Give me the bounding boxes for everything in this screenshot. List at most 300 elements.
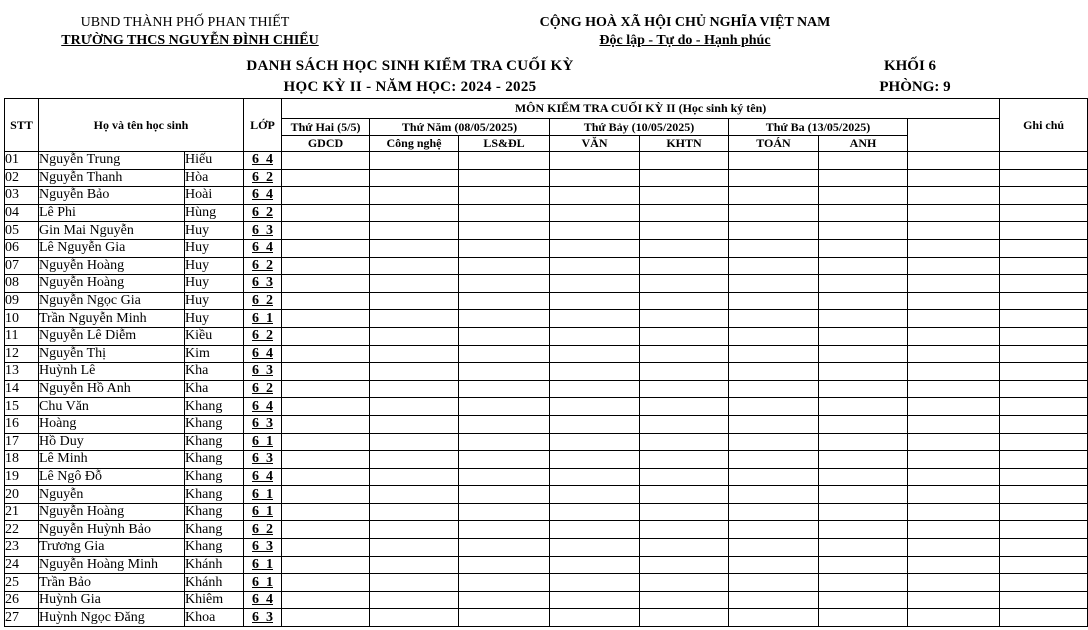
signature-cell[interactable] (908, 239, 1000, 257)
signature-cell[interactable] (819, 257, 908, 275)
table-row (5, 310, 1088, 328)
signature-cell[interactable] (729, 574, 819, 592)
signature-cell[interactable] (908, 310, 1000, 328)
row-stt: 10 (5, 310, 39, 328)
signature-cell[interactable] (819, 363, 908, 381)
student-class: 6_2 (244, 292, 282, 310)
signature-cell[interactable] (640, 591, 729, 609)
row-stt: 04 (5, 204, 39, 222)
signature-cell[interactable] (459, 451, 550, 469)
signature-cell[interactable] (370, 363, 459, 381)
signature-cell[interactable] (819, 327, 908, 345)
signature-cell[interactable] (370, 292, 459, 310)
notes-cell[interactable] (1000, 257, 1088, 275)
student-class: 6_2 (244, 521, 282, 539)
signature-cell[interactable] (640, 521, 729, 539)
signature-cell[interactable] (640, 556, 729, 574)
signature-cell[interactable] (640, 415, 729, 433)
student-first-name: Nguyễn Huỳnh Bảo (39, 521, 185, 539)
signature-cell[interactable] (459, 503, 550, 521)
signature-cell[interactable] (370, 415, 459, 433)
signature-cell[interactable] (819, 222, 908, 240)
national-title: CỘNG HOÀ XÃ HỘI CHỦ NGHĨA VIỆT NAM (539, 15, 831, 30)
signature-cell[interactable] (459, 257, 550, 275)
signature-cell[interactable] (282, 451, 370, 469)
signature-cell[interactable] (819, 486, 908, 504)
signature-cell[interactable] (640, 152, 729, 170)
row-stt: 05 (5, 222, 39, 240)
day-saturday: Thứ Bảy (10/05/2025) (550, 119, 729, 136)
signature-cell[interactable] (908, 468, 1000, 486)
signature-cell[interactable] (282, 222, 370, 240)
student-class: 6_3 (244, 275, 282, 293)
signature-cell[interactable] (908, 521, 1000, 539)
student-last-name: Huy (185, 257, 244, 275)
signature-cell[interactable] (729, 275, 819, 293)
signature-cell[interactable] (550, 503, 640, 521)
signature-cell[interactable] (640, 169, 729, 187)
signature-cell[interactable] (819, 556, 908, 574)
student-class: 6_4 (244, 239, 282, 257)
signature-cell[interactable] (729, 398, 819, 416)
signature-cell[interactable] (459, 556, 550, 574)
signature-cell[interactable] (550, 327, 640, 345)
student-first-name: Trần Bảo (39, 574, 185, 592)
signature-cell[interactable] (819, 275, 908, 293)
signature-cell[interactable] (370, 451, 459, 469)
signature-cell[interactable] (550, 609, 640, 627)
signature-cell[interactable] (729, 310, 819, 328)
signature-cell[interactable] (459, 239, 550, 257)
signature-cell[interactable] (550, 451, 640, 469)
signature-cell[interactable] (640, 363, 729, 381)
table-row (5, 187, 1088, 205)
signature-cell[interactable] (908, 503, 1000, 521)
signature-cell[interactable] (459, 363, 550, 381)
signature-cell[interactable] (729, 486, 819, 504)
signature-cell[interactable] (370, 169, 459, 187)
signature-cell[interactable] (640, 275, 729, 293)
notes-cell[interactable] (1000, 239, 1088, 257)
signature-cell[interactable] (550, 292, 640, 310)
notes-cell[interactable] (1000, 152, 1088, 170)
signature-cell[interactable] (370, 327, 459, 345)
row-stt: 01 (5, 152, 39, 170)
signature-cell[interactable] (550, 486, 640, 504)
signature-cell[interactable] (819, 574, 908, 592)
signature-cell[interactable] (282, 152, 370, 170)
signature-cell[interactable] (729, 609, 819, 627)
signature-cell[interactable] (550, 539, 640, 557)
signature-cell[interactable] (282, 257, 370, 275)
signature-cell[interactable] (370, 468, 459, 486)
row-stt: 25 (5, 574, 39, 592)
signature-cell[interactable] (640, 239, 729, 257)
notes-cell[interactable] (1000, 292, 1088, 310)
notes-cell[interactable] (1000, 486, 1088, 504)
student-first-name: Nguyễn Thị (39, 345, 185, 363)
signature-cell[interactable] (729, 521, 819, 539)
student-last-name: Khang (185, 451, 244, 469)
signature-cell[interactable] (370, 239, 459, 257)
signature-cell[interactable] (282, 609, 370, 627)
signature-cell[interactable] (908, 345, 1000, 363)
notes-cell[interactable] (1000, 187, 1088, 205)
signature-cell[interactable] (908, 152, 1000, 170)
signature-cell[interactable] (282, 503, 370, 521)
signature-cell[interactable] (819, 609, 908, 627)
signature-cell[interactable] (459, 345, 550, 363)
document-subtitle: HỌC KỲ II - NĂM HỌC: 2024 - 2025 (283, 79, 537, 95)
signature-cell[interactable] (282, 169, 370, 187)
student-class: 6_4 (244, 152, 282, 170)
signature-cell[interactable] (729, 503, 819, 521)
signature-cell[interactable] (908, 380, 1000, 398)
signature-cell[interactable] (640, 451, 729, 469)
signature-cell[interactable] (459, 380, 550, 398)
header-stt: STT (5, 99, 39, 152)
signature-cell[interactable] (729, 169, 819, 187)
signature-cell[interactable] (282, 468, 370, 486)
signature-cell[interactable] (908, 591, 1000, 609)
signature-cell[interactable] (459, 591, 550, 609)
signature-cell[interactable] (819, 398, 908, 416)
table-row (5, 204, 1088, 222)
signature-cell[interactable] (459, 468, 550, 486)
signature-cell[interactable] (729, 363, 819, 381)
signature-cell[interactable] (370, 204, 459, 222)
signature-cell[interactable] (640, 187, 729, 205)
notes-cell[interactable] (1000, 275, 1088, 293)
signature-cell[interactable] (640, 433, 729, 451)
signature-cell[interactable] (459, 415, 550, 433)
signature-cell[interactable] (282, 187, 370, 205)
signature-cell[interactable] (729, 345, 819, 363)
signature-cell[interactable] (729, 556, 819, 574)
signature-cell[interactable] (908, 486, 1000, 504)
signature-cell[interactable] (282, 310, 370, 328)
signature-cell[interactable] (370, 556, 459, 574)
row-stt: 16 (5, 415, 39, 433)
signature-cell[interactable] (550, 152, 640, 170)
signature-cell[interactable] (908, 609, 1000, 627)
signature-cell[interactable] (370, 521, 459, 539)
signature-cell[interactable] (908, 451, 1000, 469)
signature-cell[interactable] (819, 292, 908, 310)
signature-cell[interactable] (282, 574, 370, 592)
notes-cell[interactable] (1000, 521, 1088, 539)
signature-cell[interactable] (550, 187, 640, 205)
signature-cell[interactable] (282, 327, 370, 345)
signature-cell[interactable] (908, 327, 1000, 345)
signature-cell[interactable] (282, 239, 370, 257)
signature-cell[interactable] (729, 152, 819, 170)
signature-cell[interactable] (640, 503, 729, 521)
school-name-text: TRƯỜNG THCS NGUYỄN ĐÌNH CHIỂU (61, 33, 319, 48)
student-first-name: Chu Văn (39, 398, 185, 416)
notes-cell[interactable] (1000, 222, 1088, 240)
signature-cell[interactable] (640, 222, 729, 240)
signature-cell[interactable] (459, 222, 550, 240)
table-row (5, 486, 1088, 504)
subject-van: VĂN (550, 136, 640, 152)
signature-cell[interactable] (819, 239, 908, 257)
signature-cell[interactable] (819, 433, 908, 451)
notes-cell[interactable] (1000, 398, 1088, 416)
signature-cell[interactable] (550, 521, 640, 539)
signature-cell[interactable] (729, 204, 819, 222)
signature-cell[interactable] (640, 574, 729, 592)
signature-cell[interactable] (459, 433, 550, 451)
signature-cell[interactable] (370, 310, 459, 328)
signature-cell[interactable] (370, 222, 459, 240)
signature-cell[interactable] (729, 239, 819, 257)
row-stt: 13 (5, 363, 39, 381)
student-first-name: Trần Nguyễn Minh (39, 310, 185, 328)
room-label: PHÒNG: 9 (879, 79, 951, 95)
signature-cell[interactable] (282, 380, 370, 398)
signature-cell[interactable] (282, 591, 370, 609)
signature-cell[interactable] (370, 257, 459, 275)
signature-cell[interactable] (459, 310, 550, 328)
signature-cell[interactable] (370, 152, 459, 170)
notes-cell[interactable] (1000, 468, 1088, 486)
signature-cell[interactable] (819, 310, 908, 328)
signature-cell[interactable] (459, 187, 550, 205)
notes-cell[interactable] (1000, 591, 1088, 609)
signature-cell[interactable] (550, 345, 640, 363)
signature-cell[interactable] (908, 433, 1000, 451)
signature-cell[interactable] (550, 204, 640, 222)
signature-cell[interactable] (459, 275, 550, 293)
signature-cell[interactable] (370, 345, 459, 363)
table-row (5, 345, 1088, 363)
signature-cell[interactable] (819, 187, 908, 205)
signature-cell[interactable] (550, 380, 640, 398)
row-stt: 26 (5, 591, 39, 609)
notes-cell[interactable] (1000, 574, 1088, 592)
signature-cell[interactable] (550, 169, 640, 187)
signature-cell[interactable] (908, 574, 1000, 592)
signature-cell[interactable] (550, 257, 640, 275)
signature-cell[interactable] (370, 591, 459, 609)
notes-cell[interactable] (1000, 556, 1088, 574)
signature-cell[interactable] (908, 398, 1000, 416)
notes-cell[interactable] (1000, 310, 1088, 328)
notes-cell[interactable] (1000, 327, 1088, 345)
signature-cell[interactable] (282, 204, 370, 222)
student-first-name: Nguyễn Hoàng (39, 275, 185, 293)
signature-cell[interactable] (282, 556, 370, 574)
signature-cell[interactable] (819, 415, 908, 433)
signature-cell[interactable] (550, 415, 640, 433)
signature-cell[interactable] (370, 275, 459, 293)
signature-cell[interactable] (282, 539, 370, 557)
signature-cell[interactable] (282, 433, 370, 451)
day-monday: Thứ Hai (5/5) (282, 119, 370, 136)
row-stt: 09 (5, 292, 39, 310)
signature-cell[interactable] (282, 486, 370, 504)
signature-cell[interactable] (819, 468, 908, 486)
signature-cell[interactable] (370, 187, 459, 205)
table-row (5, 363, 1088, 381)
signature-cell[interactable] (729, 187, 819, 205)
day-thursday: Thứ Năm (08/05/2025) (370, 119, 550, 136)
row-stt: 17 (5, 433, 39, 451)
notes-cell[interactable] (1000, 433, 1088, 451)
signature-cell[interactable] (729, 292, 819, 310)
student-last-name: Khang (185, 415, 244, 433)
student-last-name: Huy (185, 239, 244, 257)
signature-cell[interactable] (550, 363, 640, 381)
signature-cell[interactable] (640, 257, 729, 275)
signature-cell[interactable] (908, 415, 1000, 433)
signature-cell[interactable] (370, 609, 459, 627)
notes-cell[interactable] (1000, 345, 1088, 363)
signature-cell[interactable] (459, 574, 550, 592)
signature-cell[interactable] (550, 239, 640, 257)
student-last-name: Kiều (185, 327, 244, 345)
signature-cell[interactable] (282, 521, 370, 539)
signature-cell[interactable] (640, 380, 729, 398)
signature-cell[interactable] (819, 345, 908, 363)
notes-cell[interactable] (1000, 169, 1088, 187)
signature-cell[interactable] (459, 152, 550, 170)
notes-cell[interactable] (1000, 503, 1088, 521)
signature-cell[interactable] (908, 292, 1000, 310)
notes-cell[interactable] (1000, 451, 1088, 469)
signature-cell[interactable] (640, 345, 729, 363)
table-row (5, 574, 1088, 592)
signature-cell[interactable] (729, 451, 819, 469)
signature-cell[interactable] (550, 574, 640, 592)
signature-cell[interactable] (729, 539, 819, 557)
signature-cell[interactable] (550, 433, 640, 451)
signature-cell[interactable] (729, 591, 819, 609)
signature-cell[interactable] (908, 257, 1000, 275)
signature-cell[interactable] (459, 521, 550, 539)
notes-cell[interactable] (1000, 363, 1088, 381)
signature-cell[interactable] (370, 380, 459, 398)
signature-cell[interactable] (370, 486, 459, 504)
signature-cell[interactable] (282, 363, 370, 381)
signature-cell[interactable] (729, 415, 819, 433)
table-row (5, 275, 1088, 293)
subject-ls-dl: LS&ĐL (459, 136, 550, 152)
signature-cell[interactable] (282, 292, 370, 310)
signature-cell[interactable] (908, 556, 1000, 574)
signature-cell[interactable] (729, 468, 819, 486)
signature-cell[interactable] (459, 398, 550, 416)
signature-cell[interactable] (640, 609, 729, 627)
signature-cell[interactable] (282, 345, 370, 363)
student-class: 6_4 (244, 591, 282, 609)
signature-cell[interactable] (819, 451, 908, 469)
signature-cell[interactable] (550, 468, 640, 486)
signature-cell[interactable] (370, 539, 459, 557)
signature-cell[interactable] (640, 292, 729, 310)
signature-cell[interactable] (550, 591, 640, 609)
signature-cell[interactable] (459, 292, 550, 310)
signature-cell[interactable] (640, 327, 729, 345)
signature-cell[interactable] (908, 222, 1000, 240)
student-class: 6_1 (244, 486, 282, 504)
signature-cell[interactable] (819, 204, 908, 222)
row-stt: 14 (5, 380, 39, 398)
signature-cell[interactable] (459, 204, 550, 222)
signature-cell[interactable] (908, 169, 1000, 187)
signature-cell[interactable] (370, 574, 459, 592)
signature-cell[interactable] (729, 327, 819, 345)
signature-cell[interactable] (459, 539, 550, 557)
student-rows (5, 152, 1088, 627)
signature-cell[interactable] (729, 257, 819, 275)
signature-cell[interactable] (550, 310, 640, 328)
signature-cell[interactable] (729, 433, 819, 451)
student-first-name: Nguyễn Thanh (39, 169, 185, 187)
signature-cell[interactable] (819, 169, 908, 187)
signature-cell[interactable] (640, 486, 729, 504)
signature-cell[interactable] (550, 556, 640, 574)
signature-cell[interactable] (908, 363, 1000, 381)
signature-cell[interactable] (640, 398, 729, 416)
signature-cell[interactable] (908, 539, 1000, 557)
signature-cell[interactable] (459, 486, 550, 504)
signature-cell[interactable] (819, 380, 908, 398)
notes-cell[interactable] (1000, 415, 1088, 433)
signature-cell[interactable] (550, 222, 640, 240)
signature-cell[interactable] (819, 503, 908, 521)
row-stt: 08 (5, 275, 39, 293)
signature-cell[interactable] (370, 398, 459, 416)
table-row (5, 556, 1088, 574)
signature-cell[interactable] (640, 468, 729, 486)
signature-cell[interactable] (282, 398, 370, 416)
notes-cell[interactable] (1000, 539, 1088, 557)
table-row (5, 292, 1088, 310)
student-class: 6_3 (244, 539, 282, 557)
signature-cell[interactable] (908, 187, 1000, 205)
signature-cell[interactable] (370, 433, 459, 451)
signature-cell[interactable] (550, 275, 640, 293)
notes-cell[interactable] (1000, 609, 1088, 627)
signature-cell[interactable] (729, 380, 819, 398)
notes-cell[interactable] (1000, 380, 1088, 398)
signature-cell[interactable] (819, 591, 908, 609)
signature-cell[interactable] (819, 521, 908, 539)
signature-cell[interactable] (640, 539, 729, 557)
student-class: 6_2 (244, 169, 282, 187)
signature-cell[interactable] (640, 204, 729, 222)
signature-cell[interactable] (370, 503, 459, 521)
signature-cell[interactable] (459, 169, 550, 187)
signature-cell[interactable] (459, 327, 550, 345)
signature-cell[interactable] (459, 609, 550, 627)
signature-cell[interactable] (908, 275, 1000, 293)
agency-name: UBND THÀNH PHỐ PHAN THIẾT (80, 15, 290, 30)
signature-cell[interactable] (819, 152, 908, 170)
signature-cell[interactable] (640, 310, 729, 328)
notes-cell[interactable] (1000, 204, 1088, 222)
signature-cell[interactable] (819, 539, 908, 557)
signature-cell[interactable] (908, 204, 1000, 222)
signature-cell[interactable] (550, 398, 640, 416)
student-class: 6_2 (244, 257, 282, 275)
table-row (5, 152, 1088, 170)
signature-cell[interactable] (729, 222, 819, 240)
signature-cell[interactable] (282, 415, 370, 433)
signature-cell[interactable] (282, 275, 370, 293)
